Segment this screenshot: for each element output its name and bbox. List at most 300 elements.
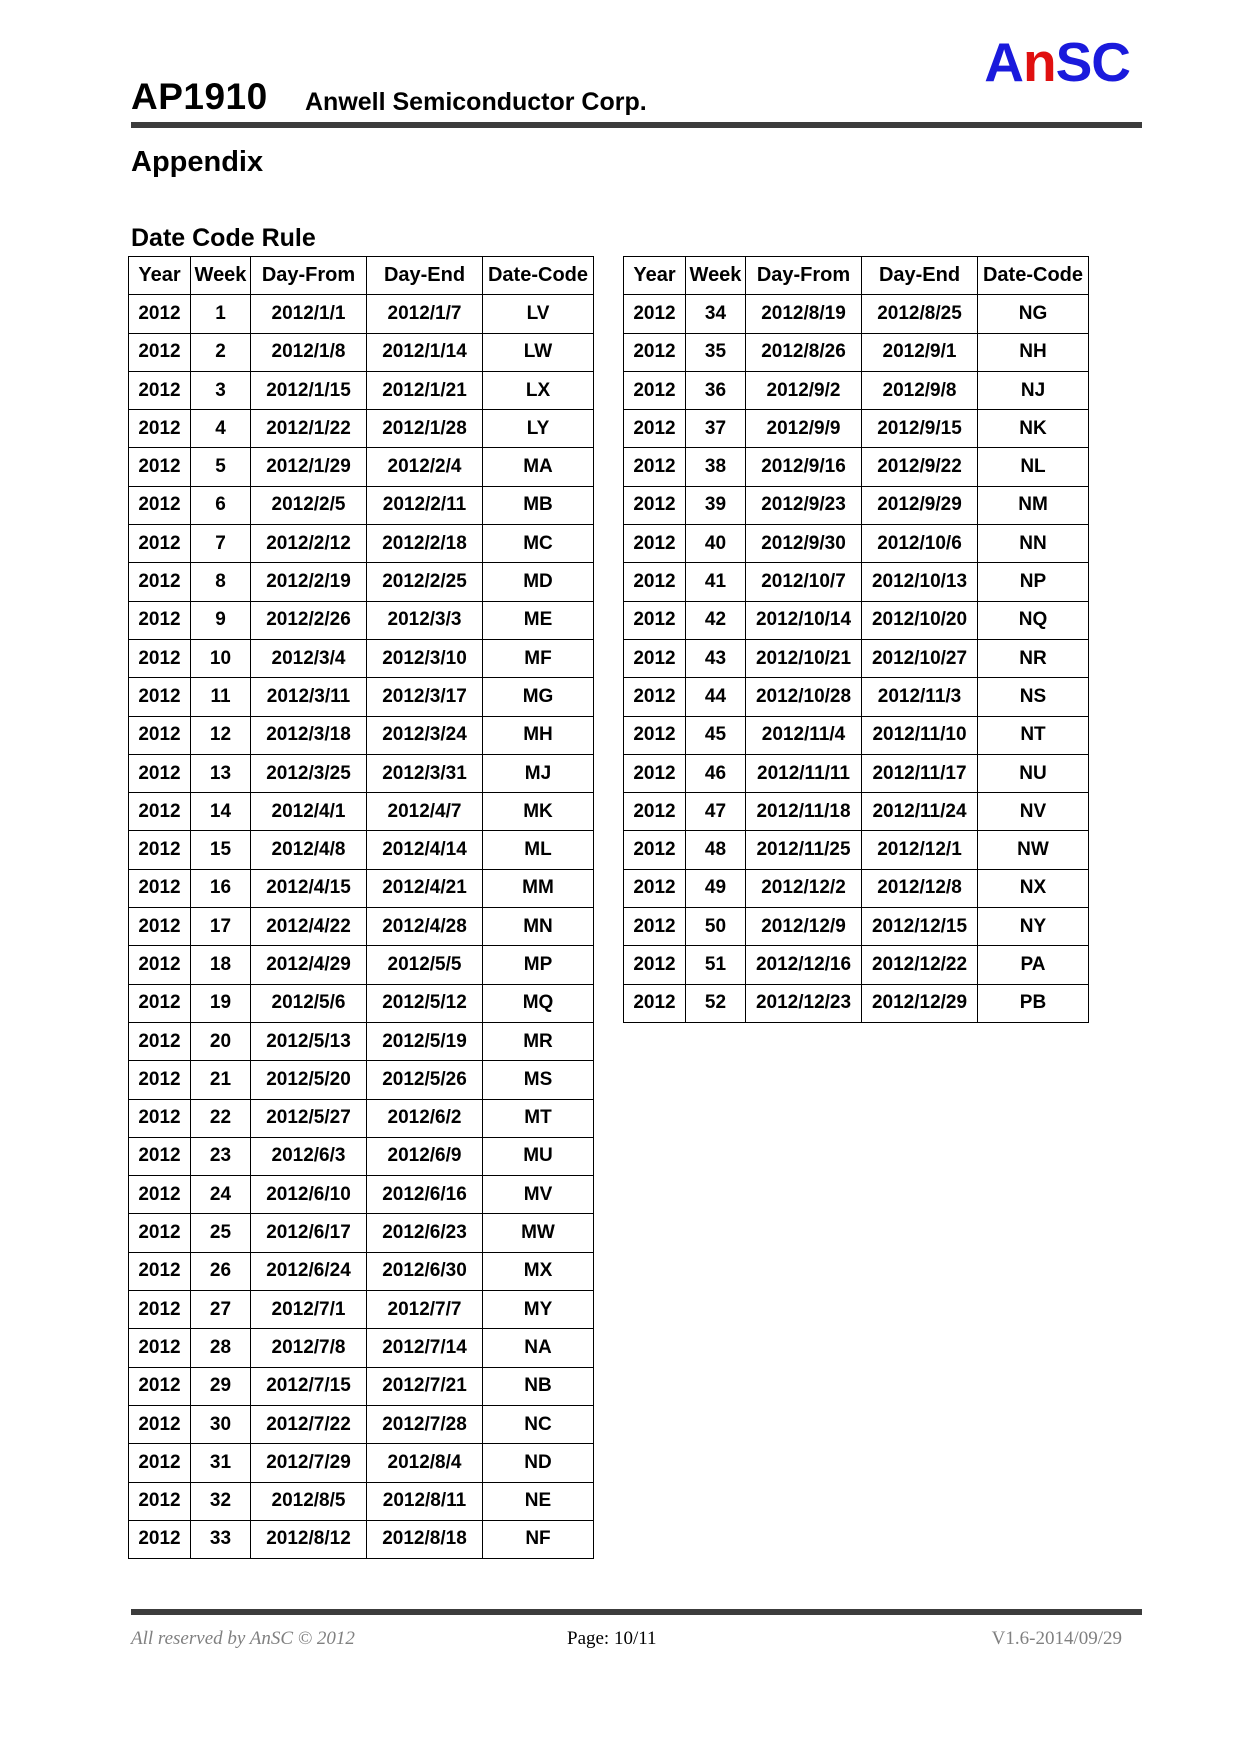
table-row — [129, 1291, 594, 1329]
cell-day-from: 2012/9/9 — [746, 410, 862, 448]
col-header-date-code: Date-Code — [978, 257, 1089, 295]
cell-week: 11 — [191, 678, 251, 716]
cell-date-code: NR — [978, 639, 1089, 677]
table-row — [129, 448, 594, 486]
cell-date-code: LV — [483, 295, 594, 333]
cell-week: 1 — [191, 295, 251, 333]
cell-date-code: NC — [483, 1405, 594, 1443]
table-row — [624, 984, 1089, 1022]
cell-week: 3 — [191, 371, 251, 409]
cell-day-from: 2012/12/9 — [746, 908, 862, 946]
cell-year: 2012 — [129, 295, 191, 333]
table-row — [129, 754, 594, 792]
cell-day-from: 2012/11/18 — [746, 793, 862, 831]
col-header-day-from: Day-From — [251, 257, 367, 295]
cell-date-code: LW — [483, 333, 594, 371]
cell-day-from: 2012/10/21 — [746, 639, 862, 677]
cell-week: 45 — [686, 716, 746, 754]
date-code-table-right — [623, 256, 1089, 1023]
cell-year: 2012 — [624, 639, 686, 677]
date-code-rule-title: Date Code Rule — [131, 224, 316, 252]
cell-day-end: 2012/9/8 — [862, 371, 978, 409]
cell-week: 44 — [686, 678, 746, 716]
cell-date-code: MY — [483, 1291, 594, 1329]
cell-week: 41 — [686, 563, 746, 601]
table-row — [129, 678, 594, 716]
copyright-text: All reserved by AnSC © 2012 — [131, 1628, 355, 1649]
cell-day-from: 2012/7/1 — [251, 1291, 367, 1329]
cell-week: 29 — [191, 1367, 251, 1405]
cell-day-end: 2012/5/26 — [367, 1061, 483, 1099]
table-row — [129, 716, 594, 754]
cell-day-from: 2012/10/28 — [746, 678, 862, 716]
table-row — [129, 1405, 594, 1443]
cell-week: 12 — [191, 716, 251, 754]
table-row — [129, 1137, 594, 1175]
cell-date-code: MD — [483, 563, 594, 601]
cell-year: 2012 — [624, 371, 686, 409]
cell-date-code: NJ — [978, 371, 1089, 409]
cell-week: 24 — [191, 1176, 251, 1214]
cell-week: 8 — [191, 563, 251, 601]
cell-date-code: MN — [483, 908, 594, 946]
cell-day-end: 2012/12/8 — [862, 869, 978, 907]
cell-date-code: MM — [483, 869, 594, 907]
cell-day-end: 2012/10/27 — [862, 639, 978, 677]
col-header-day-end: Day-End — [367, 257, 483, 295]
cell-year: 2012 — [624, 908, 686, 946]
cell-week: 38 — [686, 448, 746, 486]
table-row — [129, 1099, 594, 1137]
cell-week: 25 — [191, 1214, 251, 1252]
cell-day-end: 2012/2/18 — [367, 525, 483, 563]
cell-day-end: 2012/6/30 — [367, 1252, 483, 1290]
cell-day-end: 2012/7/28 — [367, 1405, 483, 1443]
cell-day-from: 2012/12/2 — [746, 869, 862, 907]
cell-day-end: 2012/3/17 — [367, 678, 483, 716]
cell-week: 31 — [191, 1444, 251, 1482]
table-row — [129, 1482, 594, 1520]
table-row — [624, 831, 1089, 869]
table-row — [129, 1329, 594, 1367]
cell-day-end: 2012/10/6 — [862, 525, 978, 563]
cell-week: 5 — [191, 448, 251, 486]
cell-week: 9 — [191, 601, 251, 639]
cell-day-end: 2012/6/9 — [367, 1137, 483, 1175]
cell-day-from: 2012/3/25 — [251, 754, 367, 792]
cell-date-code: ND — [483, 1444, 594, 1482]
cell-date-code: NA — [483, 1329, 594, 1367]
cell-day-from: 2012/3/11 — [251, 678, 367, 716]
cell-day-from: 2012/2/5 — [251, 486, 367, 524]
cell-day-from: 2012/4/8 — [251, 831, 367, 869]
table-row — [129, 793, 594, 831]
cell-date-code: MK — [483, 793, 594, 831]
cell-date-code: MA — [483, 448, 594, 486]
cell-day-end: 2012/4/28 — [367, 908, 483, 946]
table-row — [624, 486, 1089, 524]
table-row — [129, 639, 594, 677]
cell-year: 2012 — [129, 678, 191, 716]
section-title: Appendix — [131, 146, 264, 178]
cell-date-code: LX — [483, 371, 594, 409]
cell-day-end: 2012/12/1 — [862, 831, 978, 869]
cell-date-code: MP — [483, 946, 594, 984]
cell-day-end: 2012/9/15 — [862, 410, 978, 448]
cell-week: 10 — [191, 639, 251, 677]
cell-week: 17 — [191, 908, 251, 946]
cell-year: 2012 — [129, 1252, 191, 1290]
cell-year: 2012 — [129, 754, 191, 792]
table-row — [624, 371, 1089, 409]
cell-year: 2012 — [129, 1214, 191, 1252]
cell-date-code: ME — [483, 601, 594, 639]
cell-day-from: 2012/6/10 — [251, 1176, 367, 1214]
cell-week: 26 — [191, 1252, 251, 1290]
cell-year: 2012 — [624, 333, 686, 371]
table-row — [624, 908, 1089, 946]
cell-week: 2 — [191, 333, 251, 371]
table-row — [624, 716, 1089, 754]
cell-day-from: 2012/4/1 — [251, 793, 367, 831]
cell-day-end: 2012/11/10 — [862, 716, 978, 754]
cell-day-from: 2012/1/8 — [251, 333, 367, 371]
cell-year: 2012 — [129, 1405, 191, 1443]
cell-day-from: 2012/7/29 — [251, 1444, 367, 1482]
logo-letter-a: A — [984, 31, 1023, 93]
cell-date-code: MF — [483, 639, 594, 677]
cell-date-code: MJ — [483, 754, 594, 792]
cell-day-from: 2012/4/29 — [251, 946, 367, 984]
col-header-week: Week — [686, 257, 746, 295]
cell-date-code: NN — [978, 525, 1089, 563]
cell-day-from: 2012/10/7 — [746, 563, 862, 601]
header-divider — [131, 122, 1142, 128]
cell-date-code: NH — [978, 333, 1089, 371]
cell-day-from: 2012/5/6 — [251, 984, 367, 1022]
cell-day-end: 2012/12/29 — [862, 984, 978, 1022]
cell-week: 4 — [191, 410, 251, 448]
cell-year: 2012 — [624, 563, 686, 601]
version-text: V1.6-2014/09/29 — [991, 1628, 1122, 1649]
cell-week: 35 — [686, 333, 746, 371]
cell-year: 2012 — [129, 333, 191, 371]
cell-year: 2012 — [129, 639, 191, 677]
cell-day-end: 2012/6/16 — [367, 1176, 483, 1214]
cell-date-code: NB — [483, 1367, 594, 1405]
cell-week: 13 — [191, 754, 251, 792]
cell-date-code: NP — [978, 563, 1089, 601]
footer-divider — [131, 1609, 1142, 1615]
cell-week: 46 — [686, 754, 746, 792]
cell-week: 49 — [686, 869, 746, 907]
cell-date-code: MC — [483, 525, 594, 563]
cell-date-code: NX — [978, 869, 1089, 907]
cell-day-from: 2012/12/23 — [746, 984, 862, 1022]
cell-day-from: 2012/2/26 — [251, 601, 367, 639]
cell-day-end: 2012/11/3 — [862, 678, 978, 716]
table-row — [129, 371, 594, 409]
cell-date-code: MW — [483, 1214, 594, 1252]
cell-week: 47 — [686, 793, 746, 831]
cell-date-code: NM — [978, 486, 1089, 524]
cell-day-end: 2012/7/14 — [367, 1329, 483, 1367]
cell-day-end: 2012/9/29 — [862, 486, 978, 524]
cell-day-end: 2012/10/20 — [862, 601, 978, 639]
cell-year: 2012 — [129, 869, 191, 907]
cell-year: 2012 — [624, 410, 686, 448]
table-row — [129, 1176, 594, 1214]
cell-day-from: 2012/3/4 — [251, 639, 367, 677]
cell-day-from: 2012/9/23 — [746, 486, 862, 524]
cell-date-code: NW — [978, 831, 1089, 869]
cell-day-end: 2012/9/1 — [862, 333, 978, 371]
cell-day-from: 2012/5/27 — [251, 1099, 367, 1137]
cell-week: 20 — [191, 1022, 251, 1060]
cell-day-from: 2012/1/22 — [251, 410, 367, 448]
table-row — [624, 601, 1089, 639]
cell-week: 14 — [191, 793, 251, 831]
table-row — [624, 754, 1089, 792]
cell-year: 2012 — [129, 601, 191, 639]
cell-day-end: 2012/11/17 — [862, 754, 978, 792]
table-row — [129, 1022, 594, 1060]
cell-day-end: 2012/5/19 — [367, 1022, 483, 1060]
cell-day-from: 2012/1/15 — [251, 371, 367, 409]
cell-day-end: 2012/2/25 — [367, 563, 483, 601]
cell-year: 2012 — [129, 946, 191, 984]
cell-day-end: 2012/8/25 — [862, 295, 978, 333]
cell-week: 52 — [686, 984, 746, 1022]
cell-week: 19 — [191, 984, 251, 1022]
table-row — [624, 525, 1089, 563]
cell-day-end: 2012/9/22 — [862, 448, 978, 486]
cell-day-end: 2012/6/2 — [367, 1099, 483, 1137]
cell-year: 2012 — [129, 793, 191, 831]
table-row — [129, 831, 594, 869]
cell-date-code: MV — [483, 1176, 594, 1214]
cell-date-code: MX — [483, 1252, 594, 1290]
table-row — [129, 295, 594, 333]
cell-year: 2012 — [129, 563, 191, 601]
cell-week: 48 — [686, 831, 746, 869]
cell-day-end: 2012/7/21 — [367, 1367, 483, 1405]
cell-year: 2012 — [129, 1099, 191, 1137]
col-header-day-from: Day-From — [746, 257, 862, 295]
cell-year: 2012 — [624, 984, 686, 1022]
cell-year: 2012 — [624, 295, 686, 333]
table-row — [129, 984, 594, 1022]
table-row — [129, 1061, 594, 1099]
cell-day-end: 2012/2/4 — [367, 448, 483, 486]
cell-day-from: 2012/1/29 — [251, 448, 367, 486]
cell-date-code: MR — [483, 1022, 594, 1060]
cell-year: 2012 — [129, 984, 191, 1022]
logo-letter-n: n — [1022, 31, 1056, 93]
cell-day-end: 2012/1/7 — [367, 295, 483, 333]
page-footer — [131, 1628, 1142, 1658]
cell-day-from: 2012/4/15 — [251, 869, 367, 907]
cell-year: 2012 — [129, 1520, 191, 1558]
table-row — [129, 525, 594, 563]
cell-year: 2012 — [129, 1444, 191, 1482]
cell-week: 33 — [191, 1520, 251, 1558]
table-row — [624, 869, 1089, 907]
cell-day-from: 2012/6/24 — [251, 1252, 367, 1290]
cell-day-end: 2012/1/21 — [367, 371, 483, 409]
table-row — [129, 333, 594, 371]
cell-year: 2012 — [129, 831, 191, 869]
cell-day-from: 2012/3/18 — [251, 716, 367, 754]
col-header-day-end: Day-End — [862, 257, 978, 295]
col-header-date-code: Date-Code — [483, 257, 594, 295]
cell-date-code: MT — [483, 1099, 594, 1137]
table-row — [129, 410, 594, 448]
cell-day-from: 2012/10/14 — [746, 601, 862, 639]
cell-year: 2012 — [624, 448, 686, 486]
cell-year: 2012 — [624, 869, 686, 907]
cell-year: 2012 — [129, 1291, 191, 1329]
cell-date-code: PB — [978, 984, 1089, 1022]
company-name: Anwell Semiconductor Corp. — [305, 88, 647, 116]
cell-date-code: ML — [483, 831, 594, 869]
cell-year: 2012 — [129, 1061, 191, 1099]
table-row — [624, 448, 1089, 486]
cell-year: 2012 — [129, 1482, 191, 1520]
table-row — [624, 678, 1089, 716]
cell-week: 6 — [191, 486, 251, 524]
cell-day-from: 2012/8/26 — [746, 333, 862, 371]
cell-year: 2012 — [624, 678, 686, 716]
cell-date-code: NE — [483, 1482, 594, 1520]
cell-day-from: 2012/4/22 — [251, 908, 367, 946]
col-header-year: Year — [129, 257, 191, 295]
cell-day-from: 2012/2/12 — [251, 525, 367, 563]
cell-year: 2012 — [129, 448, 191, 486]
cell-date-code: NS — [978, 678, 1089, 716]
cell-year: 2012 — [624, 601, 686, 639]
cell-week: 28 — [191, 1329, 251, 1367]
cell-day-end: 2012/2/11 — [367, 486, 483, 524]
cell-date-code: NT — [978, 716, 1089, 754]
cell-day-end: 2012/10/13 — [862, 563, 978, 601]
table-header-row — [129, 257, 594, 295]
cell-date-code: NK — [978, 410, 1089, 448]
cell-year: 2012 — [129, 1367, 191, 1405]
cell-day-from: 2012/8/12 — [251, 1520, 367, 1558]
cell-day-end: 2012/12/22 — [862, 946, 978, 984]
cell-week: 27 — [191, 1291, 251, 1329]
ansc-logo — [984, 30, 1130, 94]
cell-day-from: 2012/8/5 — [251, 1482, 367, 1520]
cell-day-end: 2012/8/4 — [367, 1444, 483, 1482]
cell-week: 7 — [191, 525, 251, 563]
cell-week: 34 — [686, 295, 746, 333]
table-row — [129, 1520, 594, 1558]
date-code-table-left — [128, 256, 594, 1559]
cell-week: 50 — [686, 908, 746, 946]
cell-week: 18 — [191, 946, 251, 984]
cell-week: 32 — [191, 1482, 251, 1520]
cell-day-end: 2012/8/11 — [367, 1482, 483, 1520]
cell-day-from: 2012/11/4 — [746, 716, 862, 754]
table-row — [129, 869, 594, 907]
cell-day-end: 2012/4/7 — [367, 793, 483, 831]
cell-day-from: 2012/6/3 — [251, 1137, 367, 1175]
cell-date-code: MS — [483, 1061, 594, 1099]
cell-year: 2012 — [624, 716, 686, 754]
table-row — [624, 295, 1089, 333]
cell-day-end: 2012/3/3 — [367, 601, 483, 639]
cell-day-from: 2012/7/15 — [251, 1367, 367, 1405]
cell-day-from: 2012/6/17 — [251, 1214, 367, 1252]
cell-day-from: 2012/8/19 — [746, 295, 862, 333]
table-row — [129, 1367, 594, 1405]
cell-week: 21 — [191, 1061, 251, 1099]
cell-date-code: MH — [483, 716, 594, 754]
table-row — [129, 1214, 594, 1252]
cell-day-end: 2012/7/7 — [367, 1291, 483, 1329]
cell-day-from: 2012/12/16 — [746, 946, 862, 984]
cell-year: 2012 — [129, 410, 191, 448]
cell-day-end: 2012/3/24 — [367, 716, 483, 754]
cell-date-code: MG — [483, 678, 594, 716]
cell-date-code: LY — [483, 410, 594, 448]
cell-year: 2012 — [624, 946, 686, 984]
col-header-year: Year — [624, 257, 686, 295]
cell-day-end: 2012/3/31 — [367, 754, 483, 792]
cell-date-code: MQ — [483, 984, 594, 1022]
cell-week: 37 — [686, 410, 746, 448]
cell-day-end: 2012/8/18 — [367, 1520, 483, 1558]
cell-date-code: NG — [978, 295, 1089, 333]
cell-day-end: 2012/1/14 — [367, 333, 483, 371]
cell-day-end: 2012/5/5 — [367, 946, 483, 984]
cell-date-code: NV — [978, 793, 1089, 831]
table-row — [624, 410, 1089, 448]
table-row — [624, 563, 1089, 601]
cell-day-end: 2012/3/10 — [367, 639, 483, 677]
table-row — [129, 486, 594, 524]
table-row — [129, 946, 594, 984]
cell-year: 2012 — [129, 1022, 191, 1060]
cell-day-from: 2012/9/2 — [746, 371, 862, 409]
cell-day-from: 2012/7/8 — [251, 1329, 367, 1367]
cell-day-from: 2012/11/25 — [746, 831, 862, 869]
cell-date-code: NY — [978, 908, 1089, 946]
cell-day-from: 2012/9/30 — [746, 525, 862, 563]
cell-date-code: NL — [978, 448, 1089, 486]
cell-year: 2012 — [129, 716, 191, 754]
cell-year: 2012 — [624, 831, 686, 869]
table-row — [129, 601, 594, 639]
cell-week: 39 — [686, 486, 746, 524]
cell-year: 2012 — [129, 371, 191, 409]
cell-week: 51 — [686, 946, 746, 984]
cell-day-from: 2012/5/20 — [251, 1061, 367, 1099]
table-row — [624, 333, 1089, 371]
cell-day-from: 2012/7/22 — [251, 1405, 367, 1443]
table-row — [129, 563, 594, 601]
cell-date-code: NU — [978, 754, 1089, 792]
cell-day-end: 2012/11/24 — [862, 793, 978, 831]
cell-week: 36 — [686, 371, 746, 409]
table-header-row — [624, 257, 1089, 295]
cell-week: 40 — [686, 525, 746, 563]
cell-day-end: 2012/12/15 — [862, 908, 978, 946]
cell-date-code: MU — [483, 1137, 594, 1175]
cell-year: 2012 — [129, 486, 191, 524]
